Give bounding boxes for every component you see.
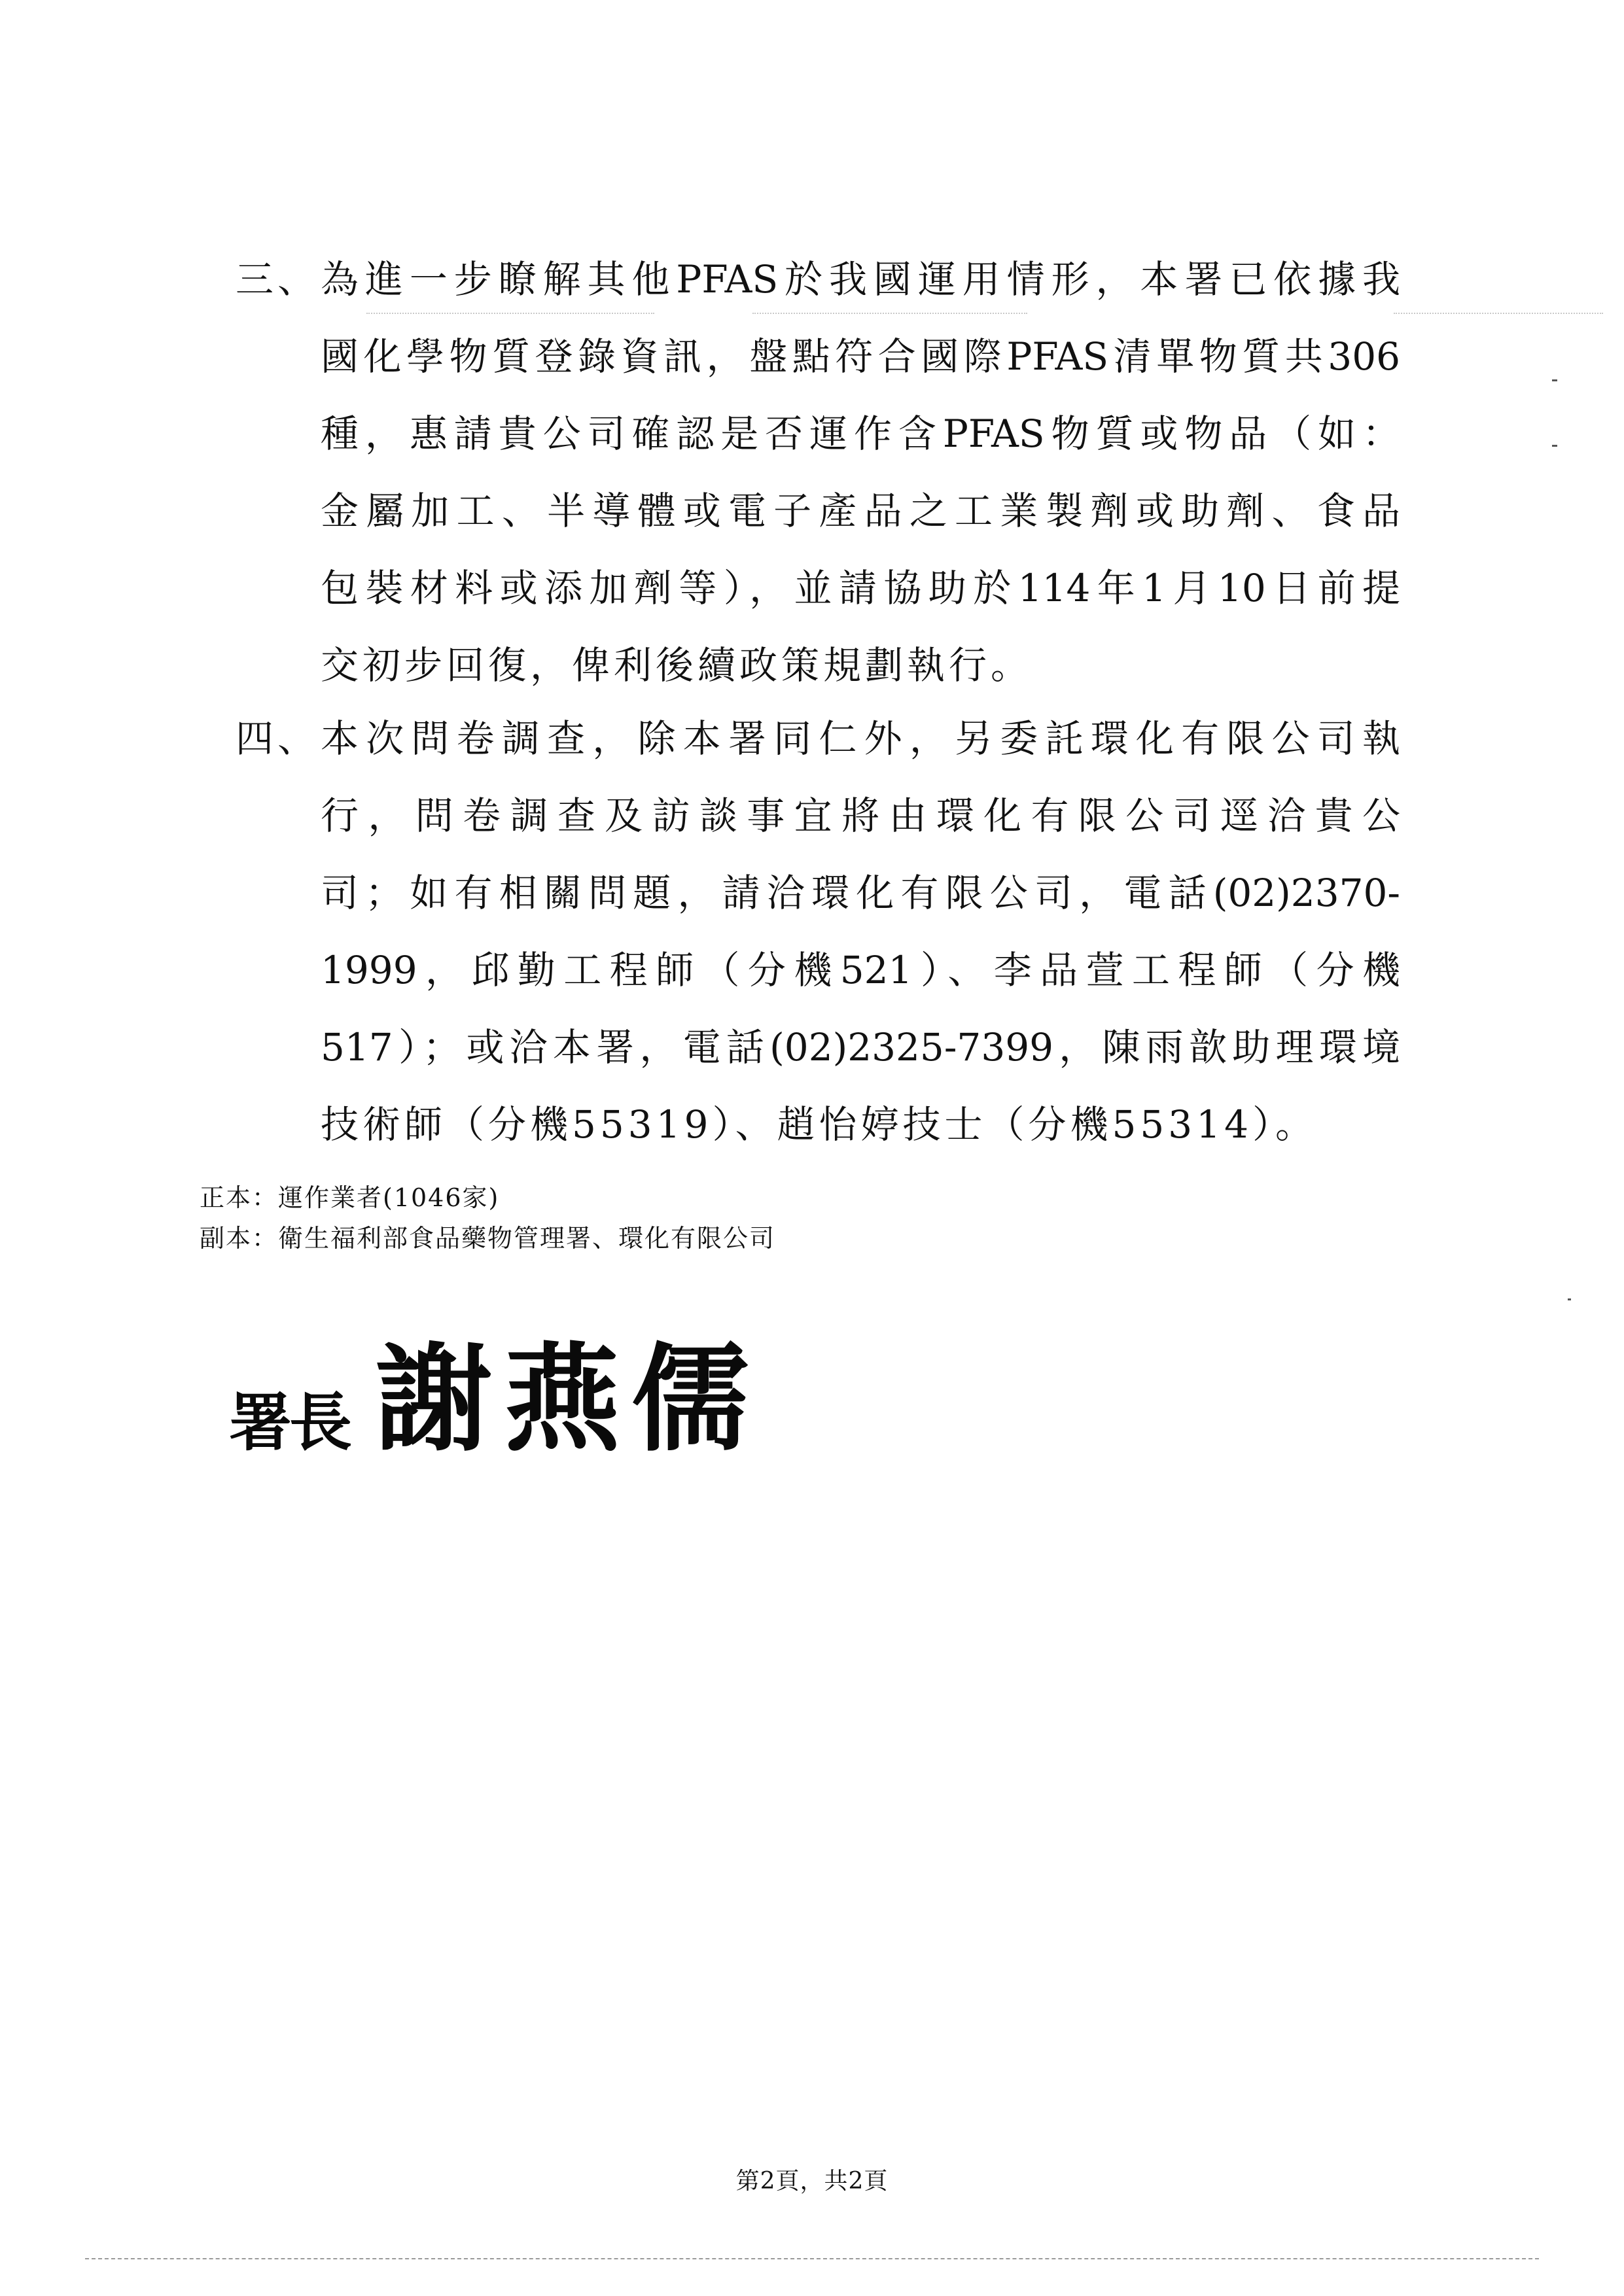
signatory-title: 署長 [229, 1386, 349, 1459]
clause-line: 交初步回復，俾利後續政策規劃執行。 [321, 643, 1033, 687]
signature-block [229, 1334, 760, 1465]
distribution-list [200, 1177, 775, 1259]
signatory-name: 謝燕儒 [376, 1332, 760, 1467]
clause-line: 1999，邱勤工程師（分機521）、李品萱工程師（分機 [321, 948, 1400, 992]
footer-divider [85, 2258, 1539, 2259]
copy-recipients: 副本：衛生福利部食品藥物管理署、環化有限公司 [200, 1224, 776, 1253]
clause-line: 技術師（分機55319）、趙怡婷技士（分機55314）。 [321, 1102, 1318, 1147]
scan-speck [1568, 1298, 1571, 1300]
clause-line: 種，惠請貴公司確認是否運作含PFAS物質或物品（如： [321, 411, 1400, 456]
scan-speck [1552, 379, 1557, 381]
scan-speck [1552, 445, 1557, 447]
clause-line: 517）；或洽本署，電話(02)2325-7399，陳雨歆助理環境 [321, 1025, 1400, 1070]
clause-marker: 四、 [236, 716, 320, 761]
clause-line: 包裝材料或添加劑等），並請協助於114年1月10日前提 [321, 566, 1400, 610]
clause-line: 金屬加工、半導體或電子產品之工業製劑或助劑、食品 [321, 489, 1400, 533]
clause-line: 行，問卷調查及訪談事宜將由環化有限公司逕洽貴公 [321, 793, 1400, 838]
clause-line: 為進一步瞭解其他PFAS於我國運用情形，本署已依據我 [321, 257, 1400, 302]
scan-artifact-line [1394, 313, 1603, 314]
clause-line: 國化學物質登錄資訊，盤點符合國際PFAS清單物質共306 [321, 334, 1400, 379]
original-recipients: 正本：運作業者(1046家) [200, 1183, 500, 1212]
clause-line: 司；如有相關問題，請洽環化有限公司，電話(02)2370- [321, 871, 1400, 915]
clause-body [321, 241, 1400, 704]
clause-body [321, 700, 1400, 1163]
clause-line: 本次問卷調查，除本署同仁外，另委託環化有限公司執 [321, 716, 1400, 761]
page-number: 第2頁，共2頁 [735, 2168, 889, 2195]
clause-marker: 三、 [236, 257, 320, 302]
